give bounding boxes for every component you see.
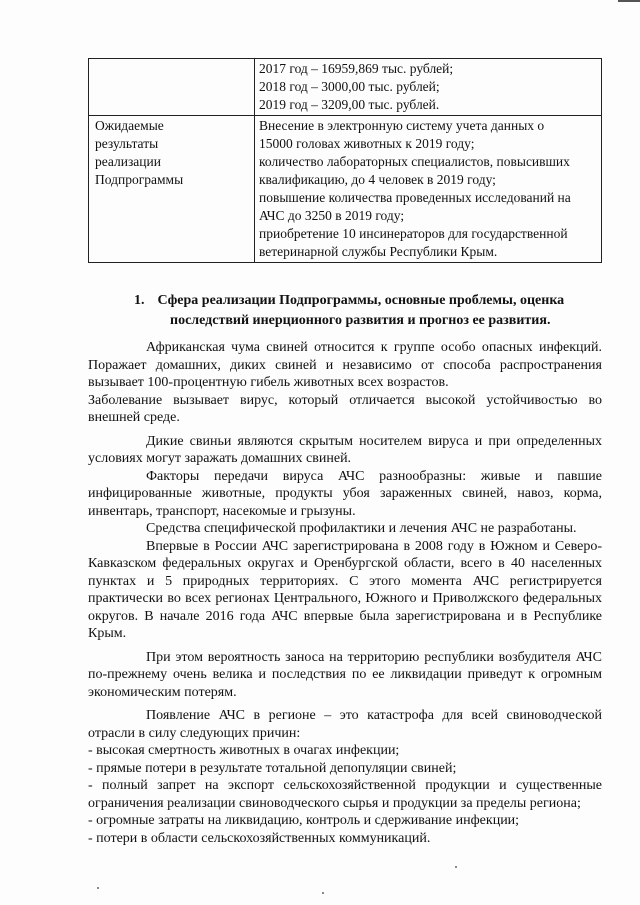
scan-speck — [455, 866, 457, 868]
section-title-line2: последствий инерционного развития и прогноз ее развития. — [170, 313, 551, 328]
expected-results-value — [255, 116, 602, 263]
scan-speck — [97, 887, 99, 889]
paragraph: Африканская чума свиней относится к группе особо опасных инфекций. Поражает домашних, диких свиней и независимо от способа распространения вызывает 100-процентную гибель животных всех возрастов. — [88, 340, 602, 390]
bullet-item: - потери в области сельскохозяйственных коммуникаций. — [88, 830, 431, 846]
funding-line: 2018 год – 3000,00 тыс. рублей; — [259, 79, 440, 94]
funding-line: 2019 год – 3209,00 тыс. рублей. — [259, 97, 440, 112]
result-line: приобретение 10 инсинераторов для государственной — [259, 226, 568, 241]
bullet-item: - полный запрет на экспорт сельскохозяйственной продукции и существенные ограничения реализации свиноводческого сырья и продукции за пределы региона; — [88, 778, 602, 811]
result-line: 15000 головах животных к 2019 году; — [259, 136, 475, 151]
label-line: результаты — [95, 136, 159, 151]
bullet-item: - высокая смертность животных в очагах инфекции; — [88, 743, 400, 758]
section-heading — [134, 291, 604, 331]
paragraph: При этом вероятность заноса на территорию республики возбудителя АЧС по-прежнему очень велика и последствия по ее ликвидации приведут к огромным экономическим потерям. — [88, 649, 602, 700]
scan-speck — [322, 892, 324, 894]
funding-line: 2017 год – 16959,869 тыс. рублей; — [259, 61, 454, 76]
page-corner-mark — [618, 0, 640, 2]
paragraph: Заболевание вызывает вирус, который отличается высокой устойчивостью во внешней среде. — [88, 392, 602, 425]
expected-results-row — [89, 116, 602, 263]
bullet-item: - огромные затраты на ликвидацию, контроль и сдерживание инфекции; — [88, 813, 520, 828]
funding-row — [89, 59, 602, 116]
paragraph: Появление АЧС в регионе – это катастрофа для всей свиноводческой отрасли в силу следующих причин: — [88, 708, 602, 741]
result-line: ветеринарной службы Республики Крым. — [259, 244, 498, 259]
paragraph: Дикие свиньи являются скрытым носителем вируса и при определенных условиях могут заражать домашних свиней. — [88, 433, 602, 466]
paragraph: Факторы передачи вируса АЧС разнообразны: живые и павшие инфицированные животные, продукты убоя зараженных свиней, навоз, корма, инвентарь, транспорт, насекомые и грызуны. — [88, 468, 602, 519]
expected-results-label — [89, 116, 255, 263]
result-line: количество лабораторных специалистов, повысивших — [259, 154, 570, 169]
program-info-table — [88, 58, 602, 263]
result-line: Внесение в электронную систему учета данных о — [259, 118, 545, 133]
result-line: квалификацию, до 4 человек в 2019 году; — [259, 172, 496, 187]
section-body — [88, 339, 602, 847]
bullet-item: - прямые потери в результате тотальной депопуляции свиней; — [88, 760, 457, 776]
result-line: АЧС до 3250 в 2019 году; — [259, 208, 405, 223]
label-line: реализации — [95, 154, 161, 169]
funding-value-cell — [255, 59, 602, 116]
paragraph: Впервые в России АЧС зарегистрирована в 2008 году в Южном и Северо-Кавказском федеральных округах и Оренбургской области, всего в 40 населенных пунктах и 5 природных территориях. С этого момента АЧС регистрируется практически во всех регионах Центрального, Южного и Приволжского федеральных округов. В начале 2016 года АЧС впервые была зарегистрирована и в Республике Крым. — [88, 538, 602, 641]
section-number: 1. — [134, 293, 145, 308]
label-line: Подпрограммы — [95, 172, 184, 187]
label-line: Ожидаемые — [95, 118, 164, 133]
result-line: повышение количества проведенных исследований на — [259, 190, 571, 205]
section-title-line1: Сфера реализации Подпрограммы, основные проблемы, оценка — [157, 293, 565, 308]
funding-label-cell — [89, 59, 255, 116]
paragraph: Средства специфической профилактики и лечения АЧС не разработаны. — [146, 521, 577, 536]
